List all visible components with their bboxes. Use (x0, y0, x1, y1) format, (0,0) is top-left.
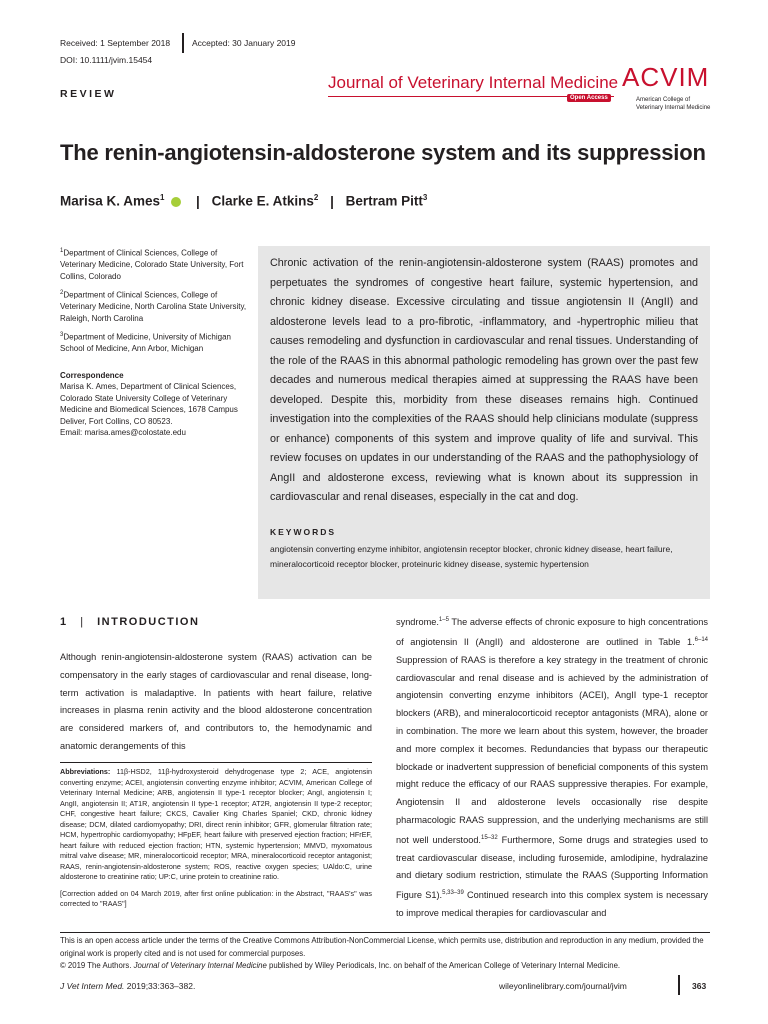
footer-divider (678, 975, 680, 995)
doi[interactable]: DOI: 10.1111/jvim.15454 (60, 55, 153, 65)
citation[interactable]: 5,33–39 (442, 890, 464, 897)
footer-rule (60, 932, 710, 933)
affiliation-3 (60, 330, 248, 355)
intro-paragraph-left: Although renin-angiotensin-aldosterone system (RAAS) activation can be compensatory in the early stages of cardiovascular and renal disease, long-term activation is maladaptive. In patients with heart failure, relative increases in plasma renin activity and the blood aldosterone concentration are considered markers of, and contributors to, the hemodynamic and anatomic derangements of this (60, 652, 372, 751)
abstract-text: Chronic activation of the renin-angiotensin-aldosterone system (RAAS) promotes and perpetuates the syndromes of congestive heart failure, systemic hypertension, and chronic kidney disease. Excessive circulating and tissue angiotensin II (AngII) and aldosterone levels lead to a pro-fibrotic, -inflammatory, and -hypertrophic milieu that causes remodeling and dysfunction in cardiovascular and renal tissues. Understanding of the role of the RAAS in this abnormal pathologic remodeling has grown over the past few decades and numerous medical therapies aimed at suppressing the RAAS have been developed. Despite this, morbidity from these diseases remains high. Continued investigation into the complexities of the RAAS should help clinicians modulate (suppress or enhance) components of this system and improve quality of life and survival. This review focuses on updates in our understanding of the RAAS and the pathophysiology of AngII and aldosterone excess, reviewing what is known about its suppression in cardiovascular and renal diseases, especially in the cat and dog. (270, 257, 698, 503)
affiliations (60, 246, 248, 439)
received-date: Received: 1 September 2018 (60, 38, 171, 48)
section-separator: | (80, 616, 85, 628)
abbreviations-text: 11β-HSD2, 11β-hydroxysteroid dehydrogenase type 2; ACE, angiotensin converting enzyme; ACEI, angiotensin converting enzyme inhibitor; ACVIM, American College of Veterinary Internal Medicine; ARB, angiotensin II type-1 receptor blocker; AngI, angiotensin I; AngII, angiotensin II; AT1R, angiotensin II type-1 receptor; AT2R, angiotensin II type-2 receptor; CHF, congestive heart failure; CKCS, Cavalier King Charles Spaniel; CKD, chronic kidney disease; DCM, dilated cardiomyopathy; DRI, direct renin inhibitor; GFR, glomerular filtration rate; HCM, hypertrophic cardiomyopathy; HFpEF, heart failure with preserved ejection fraction; HFrEF, heart failure with reduced ejection fraction; HTN, systemic hypertension; MMVD, myxomatous mitral valve disease; MR, mineralocorticoid receptor; MRA, mineralocorticoid receptor antagonist; RAAS, renin-angiotensin-aldosterone system; ROS, reactive oxygen species; UAldo:C, urine aldosterone to creatinine ratio; UP:C, urine protein to creatinine ratio. (60, 767, 372, 881)
abbreviations-rule (60, 762, 372, 763)
affiliation-2 (60, 288, 248, 324)
page-number: 363 (692, 981, 707, 991)
article-type: REVIEW (60, 88, 117, 100)
section-heading (60, 616, 199, 628)
keywords-heading: KEYWORDS (270, 527, 337, 537)
acvim-subtitle-line2: Veterinary Internal Medicine (636, 105, 711, 111)
author-1[interactable]: Marisa K. Ames (60, 193, 161, 209)
section-title: INTRODUCTION (97, 616, 200, 628)
author-separator: | (196, 193, 200, 209)
affiliation-3-num: 3 (60, 332, 64, 339)
section-number: 1 (60, 616, 68, 628)
abbreviations-heading: Abbreviations: (60, 767, 111, 776)
author-2[interactable]: Clarke E. Atkins (211, 193, 314, 209)
affiliation-1-num: 1 (60, 248, 64, 254)
article-title: The renin-angiotensin-aldosterone system and its suppression (60, 140, 706, 165)
license-notice (60, 935, 715, 973)
affiliation-3-text: Department of Medicine, University of Michigan School of Medicine, Ann Arbor, Michigan (60, 332, 231, 354)
acvim-logo-subtitle (636, 96, 710, 112)
citation[interactable]: 6–14 (694, 636, 708, 643)
affiliation-1-text: Department of Clinical Sciences, College of Veterinary Medicine, Colorado State University, Fort Collins, Colorado (60, 248, 244, 281)
orcid-icon[interactable] (171, 197, 181, 207)
intro-text-5: Continued research into this complex system is necessary to improve medical therapies for cardiovascular and (396, 890, 708, 918)
copyright-journal: Journal of Veterinary Internal Medicine (133, 961, 267, 970)
journal-url[interactable]: wileyonlinelibrary.com/journal/jvim (499, 981, 627, 991)
author-3-affil: 3 (422, 193, 428, 202)
keywords-text: angiotensin converting enzyme inhibitor, angiotensin receptor blocker, chronic kidney disease, heart failure, mineralocorticoid receptor blocker, proteinuric kidney disease, systemic hypertension (270, 544, 673, 569)
correspondence-email[interactable]: Email: marisa.ames@colostate.edu (60, 428, 186, 438)
author-2-affil: 2 (313, 193, 319, 202)
intro-text-1: syndrome. (396, 617, 439, 628)
correspondence-text: Marisa K. Ames, Department of Clinical Sciences, Colorado State University College of Veterinary Medicine and Biomedical Sciences, 1678 Campus Deliver, Fort Collins, CO 80523. (60, 382, 238, 426)
intro-text-3: Suppression of RAAS is therefore a key strategy in the treatment of chronic cardiovascular and renal disease and is achieved by the administration of angiotensin converting enzyme inhibitors (ACEI), AngII type-1 receptor blockers (ARB), and mineralocorticoid receptor antagonists (MRA), alone or in combination. The more we learn about this system, however, the broader and more complex it becomes. Redundancies that bypass our therapeutic blockade or inadvertent suppression of beneficial components of this system might reduce the efficacy of our RAAS suppressive therapies. For example, Angiotensin II and aldosterone levels occasionally rise despite pharmacologic RAAS suppression, and the underlying mechanisms are still not well understood. (396, 654, 708, 845)
correction-note: [Correction added on 04 March 2019, after first online publication: in the Abstract, "RAAS's" was corrected to "RAAS"] (60, 888, 372, 908)
copyright-prefix: © 2019 The Authors. (60, 961, 134, 970)
abstract-box (258, 246, 710, 599)
intro-text-4: Furthermore, Some drugs and strategies used to treat cardiovascular disease, including furosemide, amlodipine, hydralazine and dietary sodium restriction, stimulate the RAAS (Supporting Information Figure S1). (396, 834, 708, 901)
journal-name[interactable]: Journal of Veterinary Internal Medicine (328, 73, 619, 92)
affiliation-2-text: Department of Clinical Sciences, College of Veterinary Medicine, North Carolina State University, Raleigh, North Carolina (60, 290, 247, 323)
affiliation-1 (60, 246, 248, 282)
author-list (60, 193, 427, 209)
intro-text-2: The adverse effects of chronic exposure to high concentrations of angiotensin II (AngII) and aldosterone are outlined in Table 1. (396, 617, 708, 647)
license-text: This is an open access article under the terms of the Creative Commons Attribution-NonCommercial License, which permits use, distribution and reproduction in any medium, provided the original work is properly cited and is not used for commercial purposes. (60, 936, 704, 958)
accepted-date: Accepted: 30 January 2019 (192, 38, 296, 48)
citation-line (60, 981, 195, 991)
citation-journal: J Vet Intern Med. (60, 981, 125, 991)
citation[interactable]: 1–5 (438, 617, 449, 623)
abbreviations (60, 767, 372, 910)
intro-paragraph-right (396, 612, 708, 923)
citation-volume: 2019;33:363–382. (124, 981, 196, 991)
header-divider (182, 33, 184, 53)
author-1-affil: 1 (160, 193, 165, 202)
copyright-suffix: published by Wiley Periodicals, Inc. on behalf of the American College of Veterinary Internal Medicine. (266, 961, 621, 970)
copyright-line (60, 960, 715, 973)
affiliation-2-num: 2 (60, 290, 64, 297)
open-access-badge: Open Access (567, 94, 611, 102)
acvim-subtitle-line1: American College of (636, 97, 691, 103)
citation[interactable]: 15–32 (480, 834, 498, 841)
acvim-logo: ACVIM (622, 62, 710, 92)
correspondence-heading: Correspondence (60, 370, 124, 380)
author-separator: | (330, 193, 334, 209)
author-3[interactable]: Bertram Pitt (345, 193, 423, 209)
